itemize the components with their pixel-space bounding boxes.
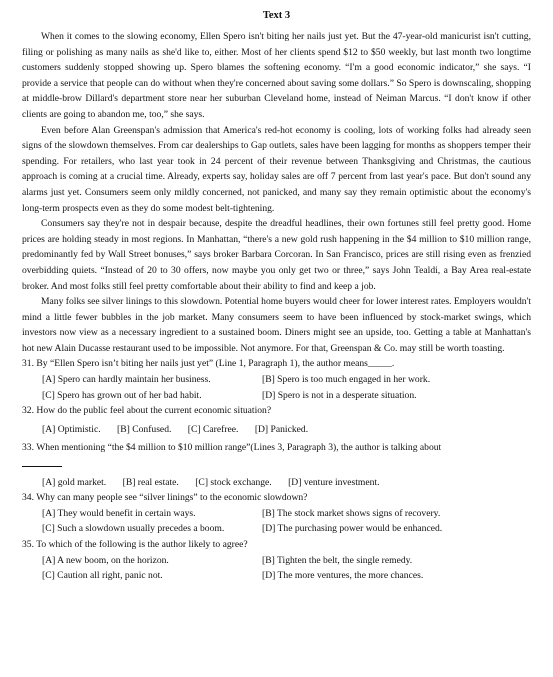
option-d: [D] Panicked.	[254, 423, 309, 435]
option-c: [C] Carefree.	[187, 423, 239, 435]
paragraph-4: Many folks see silver linings to this slowdown. Potential home buyers would cheer for lower interest rates. Employers wouldn't mind a little fewer bubbles in the job market. Many consumers seem to have been influenced by stock-market swings, which investors now view as a necessary ingredient to a sustained boom. Diners might see an upside, too. Getting a table at Manhattan's hot new Alain Ducasse restaurant used to be impossible. Not anymore. For that, Greenspan & Co. may still be worth toasting.	[22, 296, 531, 354]
question-stem: 34. Why can many people see “silver linings” to the economic slowdown?	[22, 492, 308, 504]
option-b: [B] The stock market shows signs of recovery.	[262, 507, 441, 519]
question-list	[22, 356, 531, 583]
question-35	[22, 537, 531, 584]
paragraph-2: Even before Alan Greenspan's admission that America's red-hot economy is cooling, lots of working folks had already seen signs of the slowdown themselves. From car dealerships to Gap outlets, sales have been lagging for months as shoppers temper their spending. For retailers, who last year took in 24 percent of their revenue between Thanksgiving and Christmas, the cautious approach is coming at a crucial time. Already, experts say, holiday sales are off 7 percent from last year's pace. But don't sound any alarms just yet. Consumers seem only mildly concerned, not panicked, and many say they remain optimistic about the economy's long-term prospects even as they do some modest belt-tightening.	[22, 124, 531, 214]
paragraph-3: Consumers say they're not in despair because, despite the dreadful headlines, their own fortunes still feel pretty good. Home prices are holding steady in most regions. In Manhattan, “there's a new gold rush happening in the $4 million to $10 million range, predominantly fed by Wall Street bonuses,” says broker Barbara Corcoran. In San Francisco, prices are still rising even as frenzied overbidding quiets. “Instead of 20 to 30 offers, now maybe you only get two or three,” says John Tealdi, a Bay Area real-estate broker. And most folks still feel pretty comfortable about their ability to find and keep a job.	[22, 218, 531, 292]
option-grid	[42, 553, 531, 584]
question-stem: 32. How do the public feel about the current economic situation?	[22, 405, 272, 417]
question-stem: 35. To which of the following is the author likely to agree?	[22, 539, 248, 550]
option-d: [D] Spero is not in a desperate situation.	[262, 389, 417, 401]
question-33	[22, 440, 531, 490]
option-b: [B] Spero is too much engaged in her work.	[262, 374, 431, 386]
option-b: [B] Confused.	[117, 423, 172, 435]
option-a: [A] Optimistic.	[42, 423, 101, 435]
question-34	[22, 490, 531, 537]
paragraph-1: When it comes to the slowing economy, Ellen Spero isn't biting her nails just yet. But the 47-year-old manicurist isn't cutting, filing or polishing as many nails as she'd like to, either. Most of her clients spend $12 to $50 weekly, but last month two longtime customers suddenly stopped showing up. Spero blames the softening economy. “I'm a good economic indicator,” she says. “I provide a service that people can do without when they're concerned about saving some dollars.” So Spero is downscaling, shopping at middle-brow Dillard's department store near her suburban Cleveland home, instead of Neiman Marcus. “I don't know if other clients are going to abandon me, too,” she says.	[22, 31, 531, 120]
option-a: [A] They would benefit in certain ways.	[42, 507, 196, 519]
option-c: [C] Caution all right, panic not.	[42, 570, 163, 582]
option-row	[42, 475, 531, 491]
option-d: [D] The purchasing power would be enhanced.	[262, 523, 443, 535]
option-grid	[42, 506, 531, 537]
question-stem: 31. By “Ellen Spero isn’t biting her nails just yet” (Line 1, Paragraph 1), the author means_____.	[22, 358, 395, 370]
option-c: [C] stock exchange.	[195, 476, 272, 488]
question-31	[22, 356, 531, 403]
option-a: [A] A new boom, on the horizon.	[42, 554, 169, 566]
question-stem-text: 33. When mentioning “the $4 million to $10 million range”(Lines 3, Paragraph 3), the author is talking about	[22, 442, 442, 454]
document-title: Text 3	[262, 10, 291, 21]
option-a: [A] Spero can hardly maintain her business.	[42, 374, 211, 386]
option-a: [A] gold market.	[42, 476, 107, 488]
option-grid	[42, 372, 531, 403]
option-row	[42, 422, 531, 438]
question-stem	[22, 440, 531, 472]
option-d: [D] The more ventures, the more chances.	[262, 570, 424, 582]
option-b: [B] Tighten the belt, the single remedy.	[262, 554, 413, 566]
question-32	[22, 403, 531, 437]
option-c: [C] Spero has grown out of her bad habit.	[42, 389, 202, 401]
answer-blank	[22, 456, 62, 467]
option-d: [D] venture investment.	[288, 476, 380, 488]
option-b: [B] real estate.	[122, 476, 179, 488]
option-c: [C] Such a slowdown usually precedes a boom.	[42, 523, 225, 535]
